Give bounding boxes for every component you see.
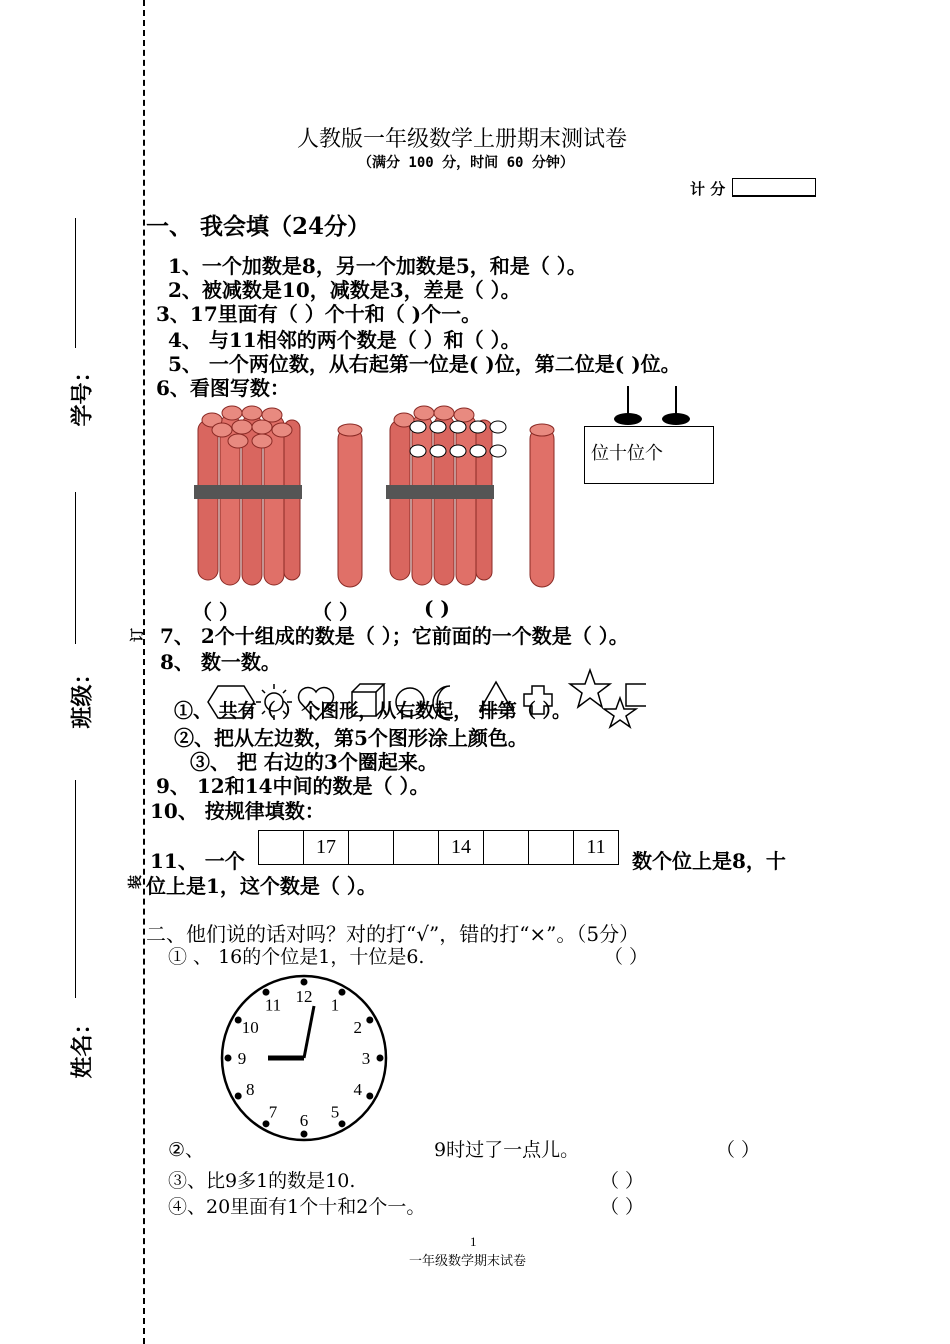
name-label: 姓名： — [69, 1012, 96, 1079]
statement-4-blank[interactable]: （ ） — [600, 1196, 645, 1218]
question-2: 2、被减数是10，减数是3，差是（ ）。 — [168, 278, 521, 302]
name-answer-line — [75, 780, 76, 998]
clock-dot — [366, 1017, 373, 1024]
clock-dot — [339, 1120, 346, 1127]
sequence-cell[interactable] — [259, 831, 304, 864]
sequence-cell[interactable] — [349, 831, 394, 864]
place-value-box — [584, 426, 714, 484]
statement-3-blank[interactable]: （ ） — [600, 1170, 645, 1192]
clock-number: 2 — [353, 1018, 362, 1037]
section1-heading: 一、 我会填（24分） — [146, 213, 371, 240]
single-stick-2 — [530, 427, 554, 587]
statement-3: ③、比9多1的数是10. — [168, 1170, 356, 1192]
clock-number: 11 — [264, 995, 282, 1015]
question-10: 10、 按规律填数： — [150, 799, 325, 823]
clock-dot — [225, 1055, 232, 1062]
footer-text: 一年级数学期末试卷 — [409, 1254, 527, 1269]
question-8-3: ③、 把 右边的3个圈起来。 — [190, 750, 438, 774]
clock-number: 6 — [299, 1111, 309, 1130]
clock-number: 9 — [237, 1049, 247, 1068]
id-answer-line — [75, 218, 76, 348]
binding-dashed-line — [143, 0, 145, 1344]
star-shape-small — [604, 698, 636, 727]
class-answer-line — [75, 492, 76, 644]
sequence-cell[interactable] — [529, 831, 574, 864]
clock-number: 10 — [241, 1018, 259, 1037]
question-5: 5、 一个两位数，从右起第一位是( )位，第二位是( )位。 — [168, 352, 681, 376]
statement-2-blank[interactable]: （ ） — [716, 1139, 761, 1161]
clock-dot — [235, 1093, 242, 1100]
place-value-label: 位十位个 — [591, 443, 663, 464]
binding-mark-ding: 订 — [130, 628, 146, 642]
question-8: 8、 数一数。 — [160, 650, 281, 674]
clock-dot — [301, 1131, 308, 1138]
question-9: 9、 12和14中间的数是（ ）。 — [156, 774, 430, 798]
statement-1: ① 、 16的个位是1，十位是6. — [168, 946, 425, 968]
rectangle-shape — [626, 684, 646, 706]
clock-number: 8 — [246, 1080, 255, 1099]
sequence-cell[interactable] — [484, 831, 529, 864]
score-box[interactable] — [732, 178, 816, 197]
clock-number: 1 — [330, 995, 340, 1015]
class-label: 班级： — [69, 662, 96, 729]
clock-dot — [377, 1055, 384, 1062]
clock-dot — [301, 979, 308, 986]
sequence-cell: 14 — [439, 831, 484, 864]
page-number: 1 — [470, 1234, 477, 1249]
question-8-2: ②、把从左边数，第5个图形涂上颜色。 — [174, 726, 528, 750]
stick-bundle-1 — [194, 406, 302, 585]
page-subtitle: （满分 100 分，时间 60 分钟） — [358, 155, 574, 171]
clock-number: 3 — [361, 1049, 371, 1068]
statement-4: ④、20里面有1个十和2个一。 — [168, 1196, 426, 1218]
q6-blank-3[interactable]: ( ) — [424, 596, 450, 620]
single-stick-1 — [338, 427, 362, 587]
section2-heading: 二、他们说的话对吗？对的打“√”，错的打“×”。（5分） — [146, 922, 640, 946]
number-sequence — [258, 830, 619, 865]
clock-dot — [339, 989, 346, 996]
q6-blank-2[interactable]: （ ） — [312, 600, 359, 624]
clock-dot — [235, 1017, 242, 1024]
question-8-1: ①、 共有（ ）个图形，从右数起， 排第（ ）。 — [174, 700, 571, 722]
statement-2: 9时过了一点儿。 — [434, 1139, 580, 1161]
clock-number: 4 — [353, 1080, 362, 1099]
student-id-label: 学号： — [69, 360, 96, 427]
clock-number: 7 — [268, 1102, 278, 1122]
sequence-cell[interactable] — [394, 831, 439, 864]
clock-dot — [366, 1093, 373, 1100]
star-shape — [570, 670, 610, 707]
question-6: 6、看图写数： — [156, 376, 290, 400]
stick-bundles-figure — [190, 385, 570, 597]
question-1: 1、一个加数是8，另一个加数是5，和是（ ）。 — [168, 254, 587, 278]
score-label: 计 分 — [690, 180, 726, 198]
page-title: 人教版一年级数学上册期末测试卷 — [297, 127, 628, 152]
statement-1-blank[interactable]: （ ） — [604, 946, 649, 968]
question-3: 3、17里面有（ ）个十和（ )个一。 — [156, 302, 482, 326]
abacus-rods — [600, 386, 710, 428]
sequence-cell: 11 — [586, 836, 606, 858]
question-7: 7、 2个十组成的数是（ ）；它前面的一个数是（ ）。 — [160, 624, 629, 648]
clock-number: 12 — [295, 987, 313, 1006]
q6-blank-1[interactable]: （ ） — [192, 600, 239, 624]
question-11-end: 位上是1，这个数是（ ）。 — [146, 874, 377, 898]
clock-figure — [218, 972, 390, 1144]
question-11-middle: 数个位上是8，十 — [632, 849, 786, 873]
sequence-cell: 17 — [304, 831, 349, 864]
binding-mark-zhuang: 装 — [128, 875, 144, 889]
question-11-start: 11、 一个 — [150, 849, 245, 873]
clock-number: 5 — [330, 1102, 340, 1122]
statement-2-prefix: ②、 — [168, 1139, 205, 1161]
question-4: 4、 与11相邻的两个数是（ ）和（ ）。 — [168, 328, 521, 352]
